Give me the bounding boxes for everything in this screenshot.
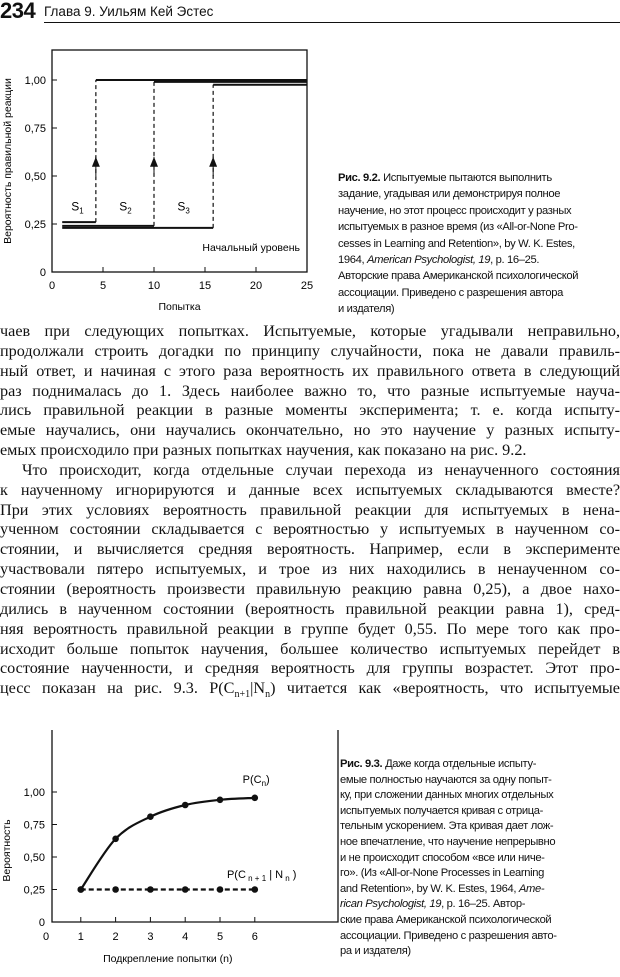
figure-9-3-chart	[0, 730, 340, 977]
series-label-conditional: P(C $_{n + 1}$ | N $_n$ )	[226, 868, 297, 883]
y-tick-label: 1,00	[24, 75, 46, 87]
caption-text: го». (Из «All-or-None Processes in Learning	[340, 867, 545, 880]
data-point	[78, 886, 85, 893]
text-line: к наученному игнорируются и данные всех испытуемых складываются вместе?	[0, 480, 620, 499]
series-label-subscript: 3	[185, 206, 190, 216]
x-tick-label: 10	[147, 280, 161, 292]
figure-9-2-chart	[0, 0, 330, 320]
data-point	[182, 886, 189, 893]
x-tick-label: 15	[198, 280, 212, 292]
data-point	[182, 802, 189, 809]
caption-text: ра и издателя)	[340, 945, 411, 958]
y-tick-label: 1,00	[23, 787, 45, 799]
text-line: лись правильной реакции в разные моменты эксперимента; т. е. когда испыту-	[0, 401, 620, 420]
label-part: )	[266, 773, 270, 786]
label-part: )	[289, 868, 297, 881]
caption-text: задание, угадывая или демонстрируя полное	[338, 188, 561, 201]
x-tick-label: 25	[300, 280, 314, 292]
text-fragment: цесс показан на рис. 9.3. P(C	[0, 679, 235, 698]
caption-text: тельным ускорением. Эта кривая дает лож-	[340, 820, 554, 833]
y-tick-label: 0,75	[24, 123, 46, 135]
caption-label: Рис. 9.2.	[338, 172, 381, 184]
label-part: | N	[266, 868, 284, 881]
series-label: $S_1$	[71, 199, 84, 216]
label-part: n	[261, 778, 267, 788]
text-line: емые научались, они научались окончательно, но это научение у разных испыту-	[0, 421, 620, 440]
caption-text: ассоциации. Приведено с разрешения авто-	[340, 929, 557, 942]
text-line: исходит больше попыток научения, большее количество испытуемых перейдет в	[0, 639, 620, 658]
x-tick-label: 2	[112, 931, 119, 943]
data-point	[252, 886, 259, 893]
figure-9-2-caption	[338, 170, 578, 318]
y-tick-label: 0,50	[23, 852, 45, 864]
caption-text: ное впечатление, что научение непрерывно	[340, 835, 556, 848]
text-line: ный ответ, и начиная с этого раза вероятность их правильного ответа в следующий	[0, 361, 620, 380]
caption-text: ку, при сложении данных многих отдельных	[340, 789, 554, 802]
caption-text: ассоциации. Приведено с разрешения автора	[338, 286, 563, 299]
caption-label: Рис. 9.3.	[340, 758, 383, 770]
caption-text: 1964,	[338, 254, 368, 267]
caption-text: испытуемых получается кривая с отрица-	[340, 804, 544, 817]
caption-text: емые полностью научаются за одну попыт-	[340, 773, 552, 786]
data-point	[217, 797, 224, 804]
text-line: дились в наученном состоянии (вероятность правильной реакции равна 1), сред-	[0, 599, 620, 618]
y-tick-label: 0,25	[24, 219, 46, 231]
caption-text: Авторские права Американской психологической	[338, 270, 579, 283]
text-line: няя вероятность правильной реакции в группе будет 0,55. По мере того как про-	[0, 619, 620, 638]
x-tick-label: 6	[251, 931, 258, 943]
caption-journal: Ame-	[518, 882, 545, 895]
caption-text: Испытуемые пытаются выполнить	[383, 172, 552, 184]
x-axis-label: Попытка	[158, 301, 201, 313]
series-label: $S_2$	[119, 199, 132, 216]
plot-frame	[52, 730, 338, 922]
text-line: Что происходит, когда отдельные случаи перехода из ненаученного состояния	[22, 460, 620, 479]
text-line: стоянии, и вычисляется средняя вероятность. Например, если в эксперименте	[0, 540, 620, 559]
data-point	[112, 886, 119, 893]
y-tick-label: 0,50	[24, 171, 46, 183]
caption-journal: rican Psychologist, 19	[340, 898, 442, 911]
text-fragment: |N	[250, 679, 266, 698]
caption-text: , p. 16–25.	[490, 254, 540, 267]
text-line: раз поднималась до 1. Здесь наиболее важно то, что разные испытуемые науча-	[0, 381, 620, 400]
text-fragment: ) читается как «вероятность, что испытуемые	[270, 679, 620, 698]
series-label-subscript: 2	[127, 206, 132, 216]
text-line: стоянии (вероятность произвести правильную реакцию равна 0,25), а двое нахо-	[0, 579, 620, 598]
plot-frame	[52, 50, 307, 272]
subscript: n	[265, 689, 271, 701]
data-point	[147, 813, 154, 820]
series-label: $S_3$	[177, 199, 190, 216]
caption-text: , p. 16–25. Автор-	[441, 898, 526, 911]
x-tick-label: 0	[42, 931, 50, 943]
y-tick-label: 0	[39, 267, 46, 279]
running-header: Глава 9. Уильям Кей Эстес	[44, 4, 214, 19]
caption-text: и не происходит способом «все или ниче-	[340, 851, 545, 864]
x-tick-label: 0	[48, 280, 56, 292]
caption-journal: American Psychologist, 19	[367, 254, 491, 267]
caption-text: испытуемых в разное время (из «All-or-None Pro-	[338, 221, 578, 234]
caption-text: and Retention», by W. K. Estes, 1964,	[340, 882, 519, 895]
x-tick-label: 20	[249, 280, 263, 292]
data-point	[252, 795, 259, 802]
baseline-label: Начальный уровень	[202, 241, 300, 254]
y-axis-label: Вероятность правильной реакции	[2, 78, 14, 244]
text-line: ученном состоянии складывается с вероятностью у испытуемых в наученном со-	[0, 520, 620, 539]
caption-text: ские права Американской психологической	[340, 913, 552, 926]
label-part: n + 1	[245, 873, 267, 883]
text-line: емых происходило при разных попытках научения, как показано на рис. 9.2.	[0, 441, 527, 460]
page-number: 234	[0, 0, 36, 23]
x-tick-label: 1	[77, 931, 84, 943]
x-tick-label: 5	[216, 931, 224, 943]
data-point	[217, 886, 224, 893]
y-axis-label: Вероятность	[1, 819, 13, 882]
caption-text: Даже когда отдельные испыту-	[385, 758, 537, 770]
figure-9-3-caption	[340, 757, 557, 960]
caption-text: научение, но этот процесс происходит у разных	[338, 204, 572, 217]
text-line: продолжали строить догадки по принципу случайности, пока не давали правиль-	[0, 341, 620, 360]
data-point	[112, 836, 119, 843]
y-tick-label: 0,75	[23, 819, 45, 832]
subscript: n+1	[234, 689, 251, 701]
series-label-subscript: 1	[79, 206, 84, 216]
caption-text: cesses in Learning and Retention», by W. K. Estes,	[338, 237, 575, 250]
y-tick-label: 0,25	[23, 884, 45, 897]
series-label-pcn: $P(C_n)$	[242, 773, 270, 788]
text-line: При этих условиях вероятность правильной реакции для испытуемых в нена-	[0, 500, 620, 519]
text-line	[0, 679, 620, 699]
y-tick-label: 0	[38, 917, 45, 929]
x-tick-label: 5	[99, 280, 107, 292]
text-line: чаев при следующих попытках. Испытуемые, которые угадывали неправильно,	[0, 322, 620, 340]
x-tick-label: 4	[182, 931, 189, 943]
label-part: n	[283, 873, 290, 883]
text-line: участвовали пятеро испытуемых, и трое из них находились в ненаученном со-	[0, 560, 620, 579]
data-point	[147, 886, 154, 893]
x-axis-label: Подкрепление попытки (n)	[103, 953, 233, 965]
x-tick-label: 3	[147, 931, 154, 943]
body-text	[0, 322, 620, 699]
text-line: состояние наученности, и средняя вероятность для группы возрастет. Этот про-	[0, 659, 620, 678]
caption-text: и издателя)	[338, 303, 395, 316]
